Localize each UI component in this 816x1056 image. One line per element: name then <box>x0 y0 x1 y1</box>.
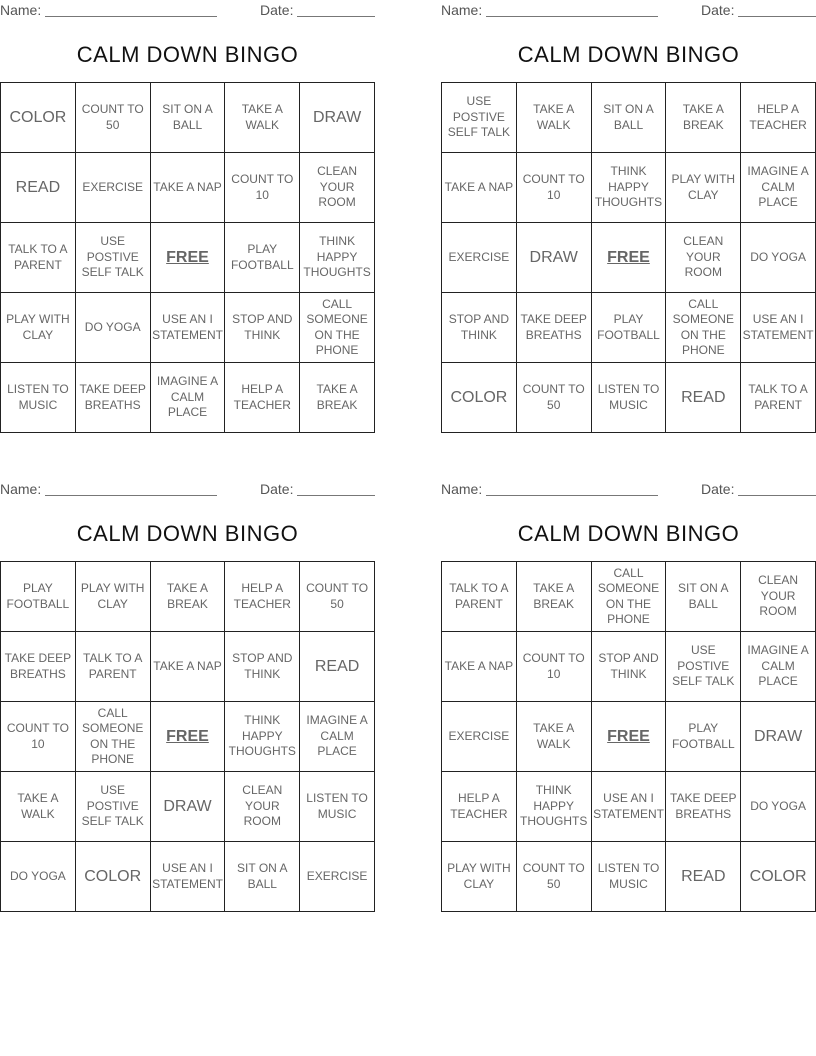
bingo-cell: COLOR <box>1 83 76 153</box>
bingo-cell: TAKE DEEP BREATHS <box>666 772 741 842</box>
name-label: Name: <box>441 2 483 18</box>
date-label: Date: <box>260 481 294 497</box>
bingo-cell: EXERCISE <box>76 153 151 223</box>
card-header <box>0 479 375 499</box>
bingo-cell: DO YOGA <box>76 293 151 363</box>
bingo-cell: TAKE A BREAK <box>300 363 375 433</box>
bingo-cell: THINK HAPPY THOUGHTS <box>300 223 375 293</box>
bingo-cell: EXERCISE <box>300 842 375 912</box>
bingo-cell: SIT ON A BALL <box>225 842 300 912</box>
bingo-grid <box>0 82 375 433</box>
bingo-cell: DRAW <box>300 83 375 153</box>
bingo-cell: SIT ON A BALL <box>592 83 667 153</box>
bingo-cell: READ <box>666 363 741 433</box>
bingo-cell: USE AN I STATEMENT <box>592 772 667 842</box>
bingo-cell: CALL SOMEONE ON THE PHONE <box>76 702 151 772</box>
bingo-cell: READ <box>666 842 741 912</box>
bingo-cell: COUNT TO 50 <box>517 363 592 433</box>
bingo-cell: USE AN I STATEMENT <box>151 842 226 912</box>
free-space: FREE <box>592 223 667 293</box>
bingo-cell: DRAW <box>151 772 226 842</box>
bingo-card <box>441 0 816 440</box>
bingo-cell: TALK TO A PARENT <box>442 562 517 632</box>
name-line <box>45 495 217 496</box>
date-label: Date: <box>701 481 735 497</box>
bingo-cell: TAKE A NAP <box>442 153 517 223</box>
bingo-cell: TAKE A NAP <box>151 153 226 223</box>
bingo-cell: TAKE A WALK <box>225 83 300 153</box>
bingo-cell: THINK HAPPY THOUGHTS <box>225 702 300 772</box>
bingo-card <box>0 0 375 440</box>
card-title: CALM DOWN BINGO <box>517 42 740 67</box>
date-line <box>738 495 816 496</box>
bingo-cell: COLOR <box>76 842 151 912</box>
bingo-cell: TAKE A BREAK <box>517 562 592 632</box>
bingo-cell: CALL SOMEONE ON THE PHONE <box>666 293 741 363</box>
bingo-cell: DRAW <box>517 223 592 293</box>
bingo-cell: THINK HAPPY THOUGHTS <box>592 153 667 223</box>
bingo-cell: CALL SOMEONE ON THE PHONE <box>300 293 375 363</box>
bingo-cell: CLEAN YOUR ROOM <box>225 772 300 842</box>
card-title: CALM DOWN BINGO <box>76 42 299 67</box>
bingo-cell: COUNT TO 10 <box>517 632 592 702</box>
bingo-cell: PLAY FOOTBALL <box>666 702 741 772</box>
bingo-cell: COUNT TO 10 <box>225 153 300 223</box>
bingo-cell: COUNT TO 50 <box>76 83 151 153</box>
bingo-cell: CLEAN YOUR ROOM <box>666 223 741 293</box>
bingo-cell: READ <box>300 632 375 702</box>
date-line <box>738 16 816 17</box>
bingo-cell: STOP AND THINK <box>592 632 667 702</box>
bingo-cell: LISTEN TO MUSIC <box>300 772 375 842</box>
bingo-cell: USE POSTIVE SELF TALK <box>442 83 517 153</box>
bingo-cell: USE POSTIVE SELF TALK <box>76 223 151 293</box>
bingo-cell: HELP A TEACHER <box>225 562 300 632</box>
bingo-cell: LISTEN TO MUSIC <box>592 842 667 912</box>
bingo-cell: IMAGINE A CALM PLACE <box>741 153 816 223</box>
bingo-cell: EXERCISE <box>442 702 517 772</box>
bingo-cell: HELP A TEACHER <box>225 363 300 433</box>
bingo-cell: CLEAN YOUR ROOM <box>300 153 375 223</box>
card-header <box>441 479 816 499</box>
bingo-cell: PLAY WITH CLAY <box>666 153 741 223</box>
name-line <box>486 16 658 17</box>
date-line <box>297 495 375 496</box>
bingo-cell: HELP A TEACHER <box>741 83 816 153</box>
name-label: Name: <box>0 481 42 497</box>
card-title: CALM DOWN BINGO <box>76 521 299 546</box>
bingo-cell: STOP AND THINK <box>442 293 517 363</box>
bingo-cell: READ <box>1 153 76 223</box>
bingo-cell: SIT ON A BALL <box>666 562 741 632</box>
bingo-cell: TAKE A WALK <box>1 772 76 842</box>
bingo-cell: PLAY FOOTBALL <box>225 223 300 293</box>
bingo-cell: TAKE DEEP BREATHS <box>517 293 592 363</box>
bingo-cell: TAKE DEEP BREATHS <box>1 632 76 702</box>
name-line <box>45 16 217 17</box>
bingo-cell: CALL SOMEONE ON THE PHONE <box>592 562 667 632</box>
bingo-cell: COUNT TO 10 <box>1 702 76 772</box>
bingo-cell: LISTEN TO MUSIC <box>1 363 76 433</box>
bingo-cell: IMAGINE A CALM PLACE <box>300 702 375 772</box>
bingo-card <box>0 479 375 919</box>
card-header <box>0 0 375 20</box>
bingo-cell: COUNT TO 10 <box>517 153 592 223</box>
name-label: Name: <box>0 2 42 18</box>
bingo-cell: TAKE A NAP <box>151 632 226 702</box>
bingo-cell: COLOR <box>741 842 816 912</box>
bingo-grid <box>441 82 816 433</box>
bingo-cell: CLEAN YOUR ROOM <box>741 562 816 632</box>
bingo-cell: COLOR <box>442 363 517 433</box>
bingo-cell: IMAGINE A CALM PLACE <box>151 363 226 433</box>
bingo-cell: TAKE A BREAK <box>151 562 226 632</box>
bingo-cell: PLAY WITH CLAY <box>1 293 76 363</box>
bingo-cell: TALK TO A PARENT <box>1 223 76 293</box>
bingo-cell: HELP A TEACHER <box>442 772 517 842</box>
name-line <box>486 495 658 496</box>
bingo-cell: TAKE A WALK <box>517 702 592 772</box>
bingo-cell: TALK TO A PARENT <box>76 632 151 702</box>
bingo-cell: STOP AND THINK <box>225 293 300 363</box>
bingo-cell: USE POSTIVE SELF TALK <box>666 632 741 702</box>
bingo-cell: DO YOGA <box>741 223 816 293</box>
bingo-card <box>441 479 816 919</box>
bingo-cell: PLAY WITH CLAY <box>442 842 517 912</box>
bingo-cell: PLAY FOOTBALL <box>592 293 667 363</box>
bingo-cell: IMAGINE A CALM PLACE <box>741 632 816 702</box>
bingo-cell: TALK TO A PARENT <box>741 363 816 433</box>
bingo-cell: DO YOGA <box>741 772 816 842</box>
bingo-cell: TAKE A BREAK <box>666 83 741 153</box>
free-space: FREE <box>151 223 226 293</box>
bingo-cell: LISTEN TO MUSIC <box>592 363 667 433</box>
bingo-cell: PLAY FOOTBALL <box>1 562 76 632</box>
bingo-cell: THINK HAPPY THOUGHTS <box>517 772 592 842</box>
free-space: FREE <box>592 702 667 772</box>
bingo-cell: USE AN I STATEMENT <box>741 293 816 363</box>
bingo-cell: COUNT TO 50 <box>300 562 375 632</box>
bingo-grid <box>0 561 375 912</box>
bingo-cell: TAKE A WALK <box>517 83 592 153</box>
bingo-cell: DRAW <box>741 702 816 772</box>
bingo-cell: USE POSTIVE SELF TALK <box>76 772 151 842</box>
bingo-cell: USE AN I STATEMENT <box>151 293 226 363</box>
free-space: FREE <box>151 702 226 772</box>
date-line <box>297 16 375 17</box>
bingo-cell: STOP AND THINK <box>225 632 300 702</box>
bingo-cell: DO YOGA <box>1 842 76 912</box>
bingo-cell: PLAY WITH CLAY <box>76 562 151 632</box>
date-label: Date: <box>260 2 294 18</box>
bingo-cell: TAKE A NAP <box>442 632 517 702</box>
bingo-grid <box>441 561 816 912</box>
card-title: CALM DOWN BINGO <box>517 521 740 546</box>
bingo-cell: SIT ON A BALL <box>151 83 226 153</box>
card-header <box>441 0 816 20</box>
date-label: Date: <box>701 2 735 18</box>
bingo-cell: EXERCISE <box>442 223 517 293</box>
bingo-cell: TAKE DEEP BREATHS <box>76 363 151 433</box>
name-label: Name: <box>441 481 483 497</box>
bingo-cell: COUNT TO 50 <box>517 842 592 912</box>
